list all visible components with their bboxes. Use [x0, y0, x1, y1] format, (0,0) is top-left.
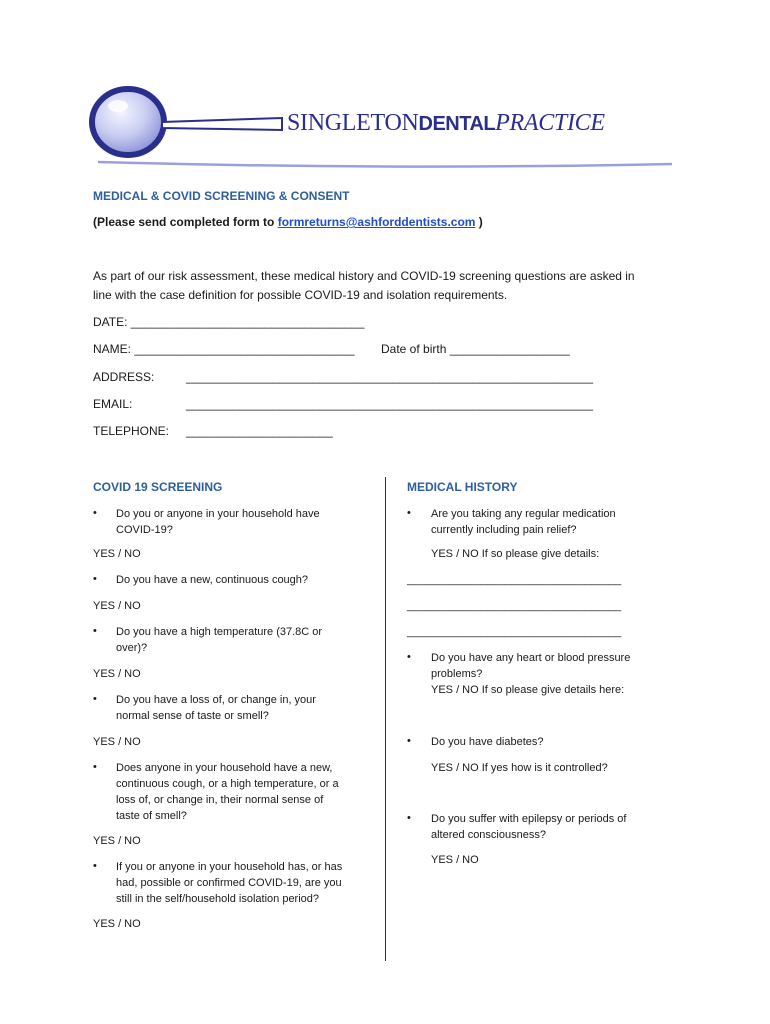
address-field[interactable]: _____________________________________________________________: [186, 370, 594, 384]
dob-field[interactable]: Date of birth __________________: [381, 342, 570, 356]
practice-name-logo: [287, 110, 605, 137]
covid-q5-line4: taste of smell?: [116, 810, 187, 822]
bullet: •: [93, 507, 97, 519]
covid-q1-line2: COVID-19?: [116, 524, 173, 536]
covid-q4-line1: Do you have a loss of, or change in, your: [116, 694, 316, 706]
email-field[interactable]: _____________________________________________________________: [186, 397, 594, 411]
covid-q5-line1: Does anyone in your household have a new,: [116, 762, 333, 774]
covid-q5-line2: continuous cough, or a high temperature, or a: [116, 778, 339, 790]
covid-q1-answer[interactable]: YES / NO: [93, 548, 141, 560]
email-label: EMAIL:: [93, 397, 133, 411]
medical-q2-line2: problems?: [431, 668, 483, 680]
bullet: •: [407, 812, 411, 824]
bullet: •: [93, 860, 97, 872]
covid-q6-line1: If you or anyone in your household has, or has: [116, 861, 343, 873]
intro-line-1: As part of our risk assessment, these medical history and COVID-19 screening questions are asked in: [93, 269, 635, 283]
return-email-link[interactable]: formreturns@ashforddentists.com: [277, 215, 476, 229]
covid-q6-answer[interactable]: YES / NO: [93, 918, 141, 930]
covid-q5-line3: loss of, or change in, their normal sense of: [116, 794, 324, 806]
bullet: •: [407, 651, 411, 663]
bullet: •: [93, 761, 97, 773]
medical-q4-answer[interactable]: YES / NO: [431, 854, 479, 866]
logo-word-practice: PRACTICE: [495, 110, 605, 136]
covid-q3-line2: over)?: [116, 642, 148, 654]
medical-q1-line2: currently including pain relief?: [431, 524, 577, 536]
medical-q3-line1: Do you have diabetes?: [431, 736, 544, 748]
bullet: •: [407, 507, 411, 519]
telephone-label: TELEPHONE:: [93, 424, 170, 438]
medication-detail-line-2[interactable]: ___________________________________: [407, 600, 622, 612]
covid-q5-answer[interactable]: YES / NO: [93, 835, 141, 847]
medical-q1-answer[interactable]: YES / NO If so please give details:: [431, 548, 600, 560]
medical-q4-line2: altered consciousness?: [431, 829, 546, 841]
date-field[interactable]: DATE: ___________________________________: [93, 315, 365, 329]
bullet: •: [93, 693, 97, 705]
intro-line-2: line with the case definition for possible COVID-19 and isolation requirements.: [93, 288, 508, 302]
logo-word-dental: DENTAL: [418, 113, 496, 135]
medical-q2-answer[interactable]: YES / NO If so please give details here:: [431, 684, 625, 696]
telephone-field[interactable]: ______________________: [186, 424, 333, 438]
address-label: ADDRESS:: [93, 370, 155, 384]
covid-q2-answer[interactable]: YES / NO: [93, 600, 141, 612]
bullet: •: [93, 573, 97, 585]
covid-q6-line3: still in the self/household isolation period?: [116, 893, 320, 905]
column-divider: [385, 477, 386, 961]
logo-word-singleton: SINGLETON: [287, 110, 419, 136]
medical-q3-answer[interactable]: YES / NO If yes how is it controlled?: [431, 762, 608, 774]
send-instruction: [93, 215, 483, 229]
medication-detail-line-3[interactable]: ___________________________________: [407, 626, 622, 638]
covid-heading: COVID 19 SCREENING: [93, 480, 223, 494]
medical-q4-line1: Do you suffer with epilepsy or periods of: [431, 813, 627, 825]
covid-q6-line2: had, possible or confirmed COVID-19, are you: [116, 877, 342, 889]
covid-q1-line1: Do you or anyone in your household have: [116, 508, 320, 520]
form-title: MEDICAL & COVID SCREENING & CONSENT: [93, 189, 350, 203]
medical-heading: MEDICAL HISTORY: [407, 480, 518, 494]
covid-q4-line2: normal sense of taste or smell?: [116, 710, 269, 722]
covid-q4-answer[interactable]: YES / NO: [93, 736, 141, 748]
covid-q3-answer[interactable]: YES / NO: [93, 668, 141, 680]
covid-q2-line1: Do you have a new, continuous cough?: [116, 574, 309, 586]
medical-q2-line1: Do you have any heart or blood pressure: [431, 652, 631, 664]
medication-detail-line-1[interactable]: ___________________________________: [407, 574, 622, 586]
bullet: •: [407, 735, 411, 747]
send-prefix: (Please send completed form to: [93, 215, 278, 229]
covid-q3-line1: Do you have a high temperature (37.8C or: [116, 626, 323, 638]
medical-q1-line1: Are you taking any regular medication: [431, 508, 616, 520]
bullet: •: [93, 625, 97, 637]
send-suffix: ): [475, 215, 483, 229]
name-field[interactable]: NAME: _________________________________: [93, 342, 355, 356]
